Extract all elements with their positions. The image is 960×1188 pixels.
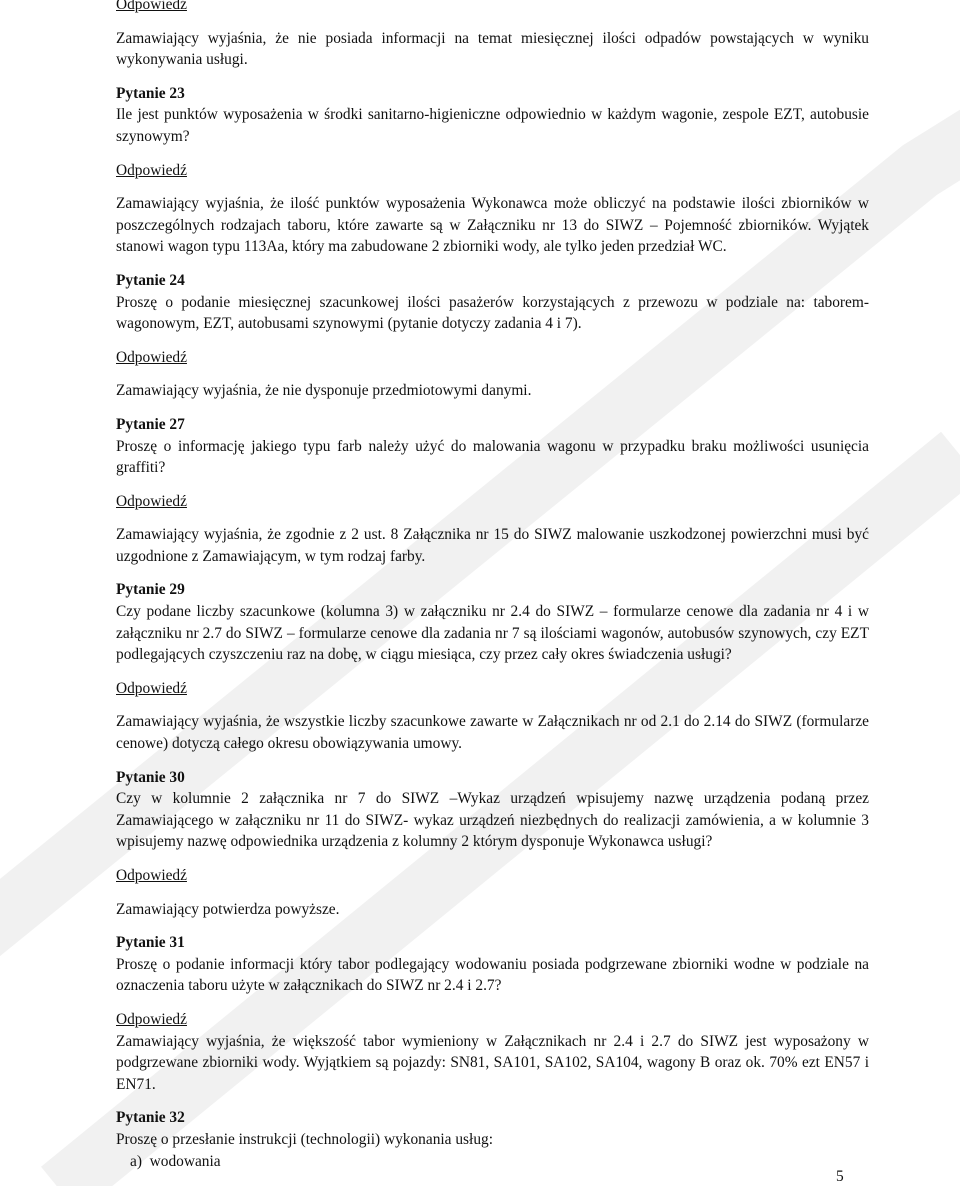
answer-31-text: Zamawiający wyjaśnia, że większość tabor wymieniony w Załącznikach nr 2.4 i 2.7 do SIWZ jest wyposażony w podgrzewane zbiorniki wody. Wyjątkiem są pojazdy: SN81, SA101, SA102, SA104, wagony B oraz ok. 70% ezt EN57 i EN71. [116, 1032, 869, 1093]
question-23-title: Pytanie 23 [116, 84, 185, 102]
document-body [116, 0, 869, 1172]
page-number: 5 [836, 1168, 844, 1185]
question-30-text: Czy w kolumnie 2 załącznika nr 7 do SIWZ –Wykaz urządzeń wpisujemy nazwę urządzenia podaną przez Zamawiającego w załączniku nr 11 do SIWZ- wykaz urządzeń niezbędnych do realizacji zamówienia, a w kolumnie 3 wpisujemy nazwę odpowiednika urządzenia z kolumny 2 którym dysponuje Wykonawca usługi? [116, 790, 869, 851]
question-24-text: Proszę o podanie miesięcznej szacunkowej ilości pasażerów korzystających z przewozu w podziale na: taborem-wagonowym, EZT, autobusami szynowymi (pytanie dotyczy zadania 4 i 7). [116, 293, 869, 333]
answer-27-text: Zamawiający wyjaśnia, że zgodnie z 2 ust. 8 Załącznika nr 15 do SIWZ malowanie uszkodzonej powierzchni musi być uzgodnione z Zamawiającym, w tym rodzaj farby. [116, 526, 869, 565]
question-32-list-item: a) wodowania [130, 1152, 221, 1170]
question-30-title: Pytanie 30 [116, 768, 185, 786]
question-31-text: Proszę o podanie informacji który tabor podlegający wodowaniu posiada podgrzewane zbiorniki wodne w podziale na oznaczenia taboru użyte w załącznikach do SIWZ nr 2.4 i 2.7? [116, 955, 869, 995]
question-27-title: Pytanie 27 [116, 415, 185, 433]
question-32-title: Pytanie 32 [116, 1109, 185, 1127]
answer-22-text: Zamawiający wyjaśnia, że nie posiada informacji na temat miesięcznej ilości odpadów powstających w wyniku wykonywania usługi. [116, 29, 869, 69]
answer-label: Odpowiedź [116, 1010, 187, 1028]
answer-label: Odpowiedź [116, 867, 187, 884]
question-27-text: Proszę o informację jakiego typu farb należy użyć do malowania wagonu w przypadku braku możliwości usunięcia graffiti? [116, 437, 869, 477]
answer-29-text: Zamawiający wyjaśnia, że wszystkie liczby szacunkowe zawarte w Załącznikach nr od 2.1 do 2.14 do SIWZ (formularze cenowe) dotyczą całego okresu obowiązywania umowy. [116, 713, 869, 753]
question-29-text: Czy podane liczby szacunkowe (kolumna 3) w załączniku nr 2.4 do SIWZ – formularze cenowe dla zadania nr 4 i w załączniku nr 2.7 do SIWZ – formularze cenowe dla zadania nr 7 są ilościami wagonów, autobusów szynowych, czy EZT podlegających czyszczeniu raz na dobę, w ciągu miesiąca, czy przez cały okres świadczenia usługi? [116, 603, 869, 664]
answer-label: Odpowiedź [116, 492, 187, 510]
question-32-text: Proszę o przesłanie instrukcji (technologii) wykonania usług: [116, 1130, 493, 1148]
answer-label: Odpowiedź [116, 348, 187, 366]
question-29-title: Pytanie 29 [116, 581, 185, 599]
question-23-text: Ile jest punktów wyposażenia w środki sanitarno-higieniczne odpowiednio w każdym wagonie, zespole EZT, autobusie szynowym? [116, 106, 869, 145]
question-24-title: Pytanie 24 [116, 271, 185, 289]
answer-23-text: Zamawiający wyjaśnia, że ilość punktów wyposażenia Wykonawca może obliczyć na podstawie ilości zbiorników w poszczególnych rodzajach taboru, które zawarte są w Załączniku nr 13 do SIWZ – Pojemność zbiorników. Wyjątek stanowi wagon typu 113Aa, który ma zabudowane 2 zbiorniki wody, ale tylko jeden przedział WC. [116, 195, 869, 256]
question-31-title: Pytanie 31 [116, 934, 185, 952]
answer-30-text: Zamawiający potwierdza powyższe. [116, 900, 340, 918]
answer-label: Odpowiedź [116, 679, 187, 697]
answer-label: Odpowiedź [116, 161, 187, 179]
answer-label: Odpowiedź [116, 0, 187, 13]
answer-24-text: Zamawiający wyjaśnia, że nie dysponuje przedmiotowymi danymi. [116, 382, 532, 400]
